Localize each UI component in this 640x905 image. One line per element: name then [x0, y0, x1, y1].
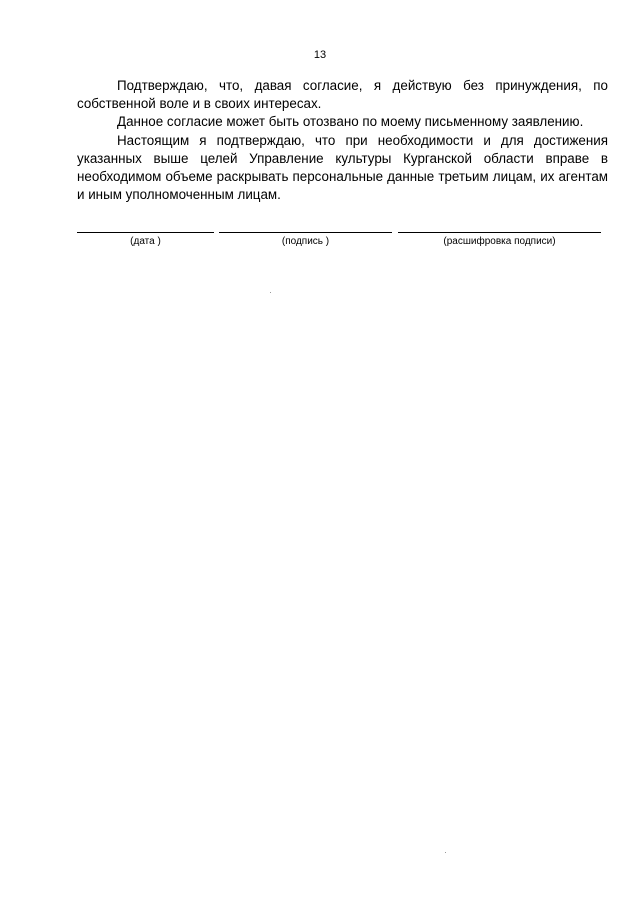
signature-transcript-label: (расшифровка подписи) [443, 236, 556, 247]
scan-speck [445, 852, 446, 853]
paragraph-consent-revocation: Данное согласие может быть отозвано по моему письменному заявлению. [117, 114, 584, 130]
date-label: (дата ) [130, 236, 161, 247]
paragraph-data-disclosure: Настоящим я подтверждаю, что при необходимости и для достижения указанных выше целей Управление культуры Курганской области вправе в необходимом объеме раскрывать персональные данные третьим лицам, их агентам и иным уполномоченным лицам. [77, 132, 608, 203]
signature-line [219, 232, 392, 233]
page-number: 13 [313, 49, 327, 61]
date-line [77, 232, 214, 233]
signature-transcript-line [398, 232, 601, 233]
scan-speck [270, 292, 271, 293]
paragraph-consent-voluntary: Подтверждаю, что, давая согласие, я действую без принуждения, по собственной воле и в своих интересах. [77, 78, 608, 112]
document-body [77, 77, 608, 204]
signature-label: (подпись ) [281, 236, 330, 247]
